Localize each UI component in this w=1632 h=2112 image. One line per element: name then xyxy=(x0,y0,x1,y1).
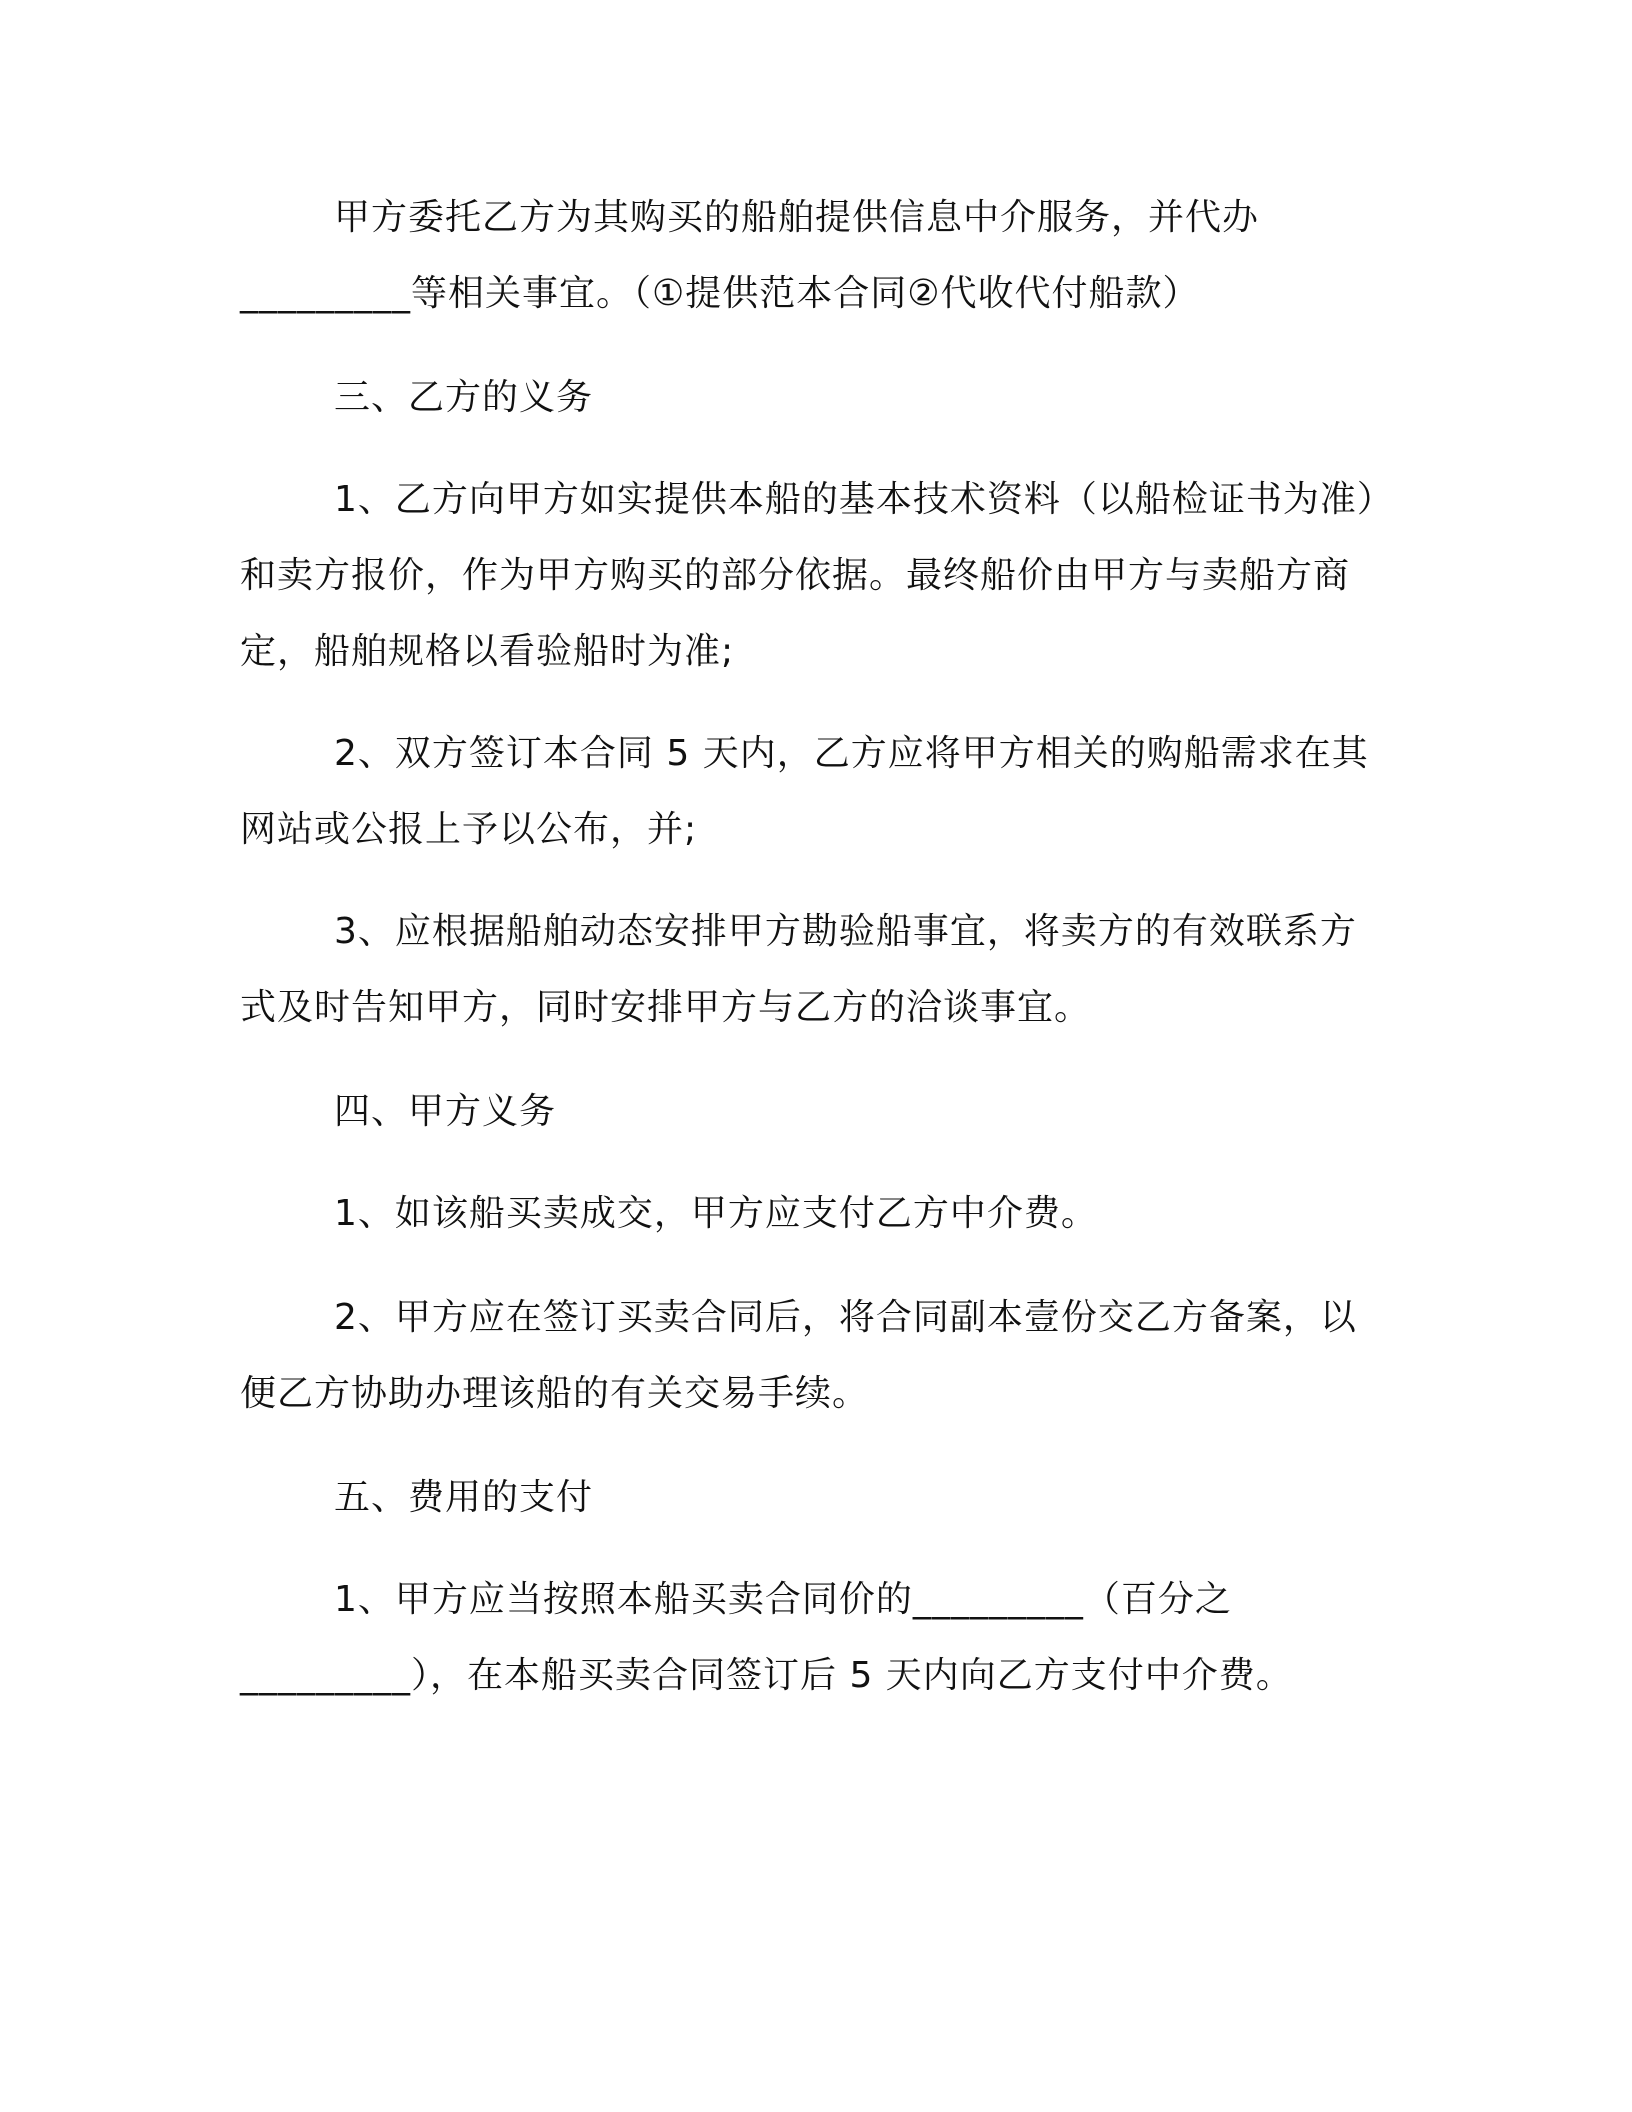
section-heading-4: 四、甲方义务 xyxy=(334,1091,557,1132)
clause-4-2-line-1: 2、甲方应在签订买卖合同后，将合同副本壹份交乙方备案，以 xyxy=(334,1297,1357,1338)
clause-3-1-line-3: 定，船舶规格以看验船时为准; xyxy=(240,631,735,672)
section-heading-5: 五、费用的支付 xyxy=(334,1477,594,1518)
paragraph-intro-line-1: 甲方委托乙方为其购买的船舶提供信息中介服务，并代办 xyxy=(334,197,1260,238)
clause-3-3-line-1: 3、应根据船舶动态安排甲方勘验船事宜，将卖方的有效联系方 xyxy=(334,911,1357,952)
clause-3-1-line-2: 和卖方报价，作为甲方购买的部分依据。最终船价由甲方与卖船方商 xyxy=(240,555,1351,596)
paragraph-intro-line-2: _________等相关事宜。（①提供范本合同②代收代付船款） xyxy=(240,273,1200,314)
clause-3-1-line-1: 1、乙方向甲方如实提供本船的基本技术资料（以船检证书为准） xyxy=(334,479,1394,520)
clause-3-2-line-1: 2、双方签订本合同 5 天内，乙方应将甲方相关的购船需求在其 xyxy=(334,733,1369,774)
clause-5-1-line-1: 1、甲方应当按照本船买卖合同价的_________（百分之 xyxy=(334,1579,1232,1620)
clause-5-1-line-2: _________），在本船买卖合同签订后 5 天内向乙方支付中介费。 xyxy=(240,1655,1293,1696)
clause-3-2-line-2: 网站或公报上予以公布，并; xyxy=(240,809,698,850)
clause-3-3-line-2: 式及时告知甲方，同时安排甲方与乙方的洽谈事宜。 xyxy=(240,987,1092,1028)
clause-4-2-line-2: 便乙方协助办理该船的有关交易手续。 xyxy=(240,1373,870,1414)
section-heading-3: 三、乙方的义务 xyxy=(334,377,594,418)
clause-4-1-line-1: 1、如该船买卖成交，甲方应支付乙方中介费。 xyxy=(334,1193,1098,1234)
